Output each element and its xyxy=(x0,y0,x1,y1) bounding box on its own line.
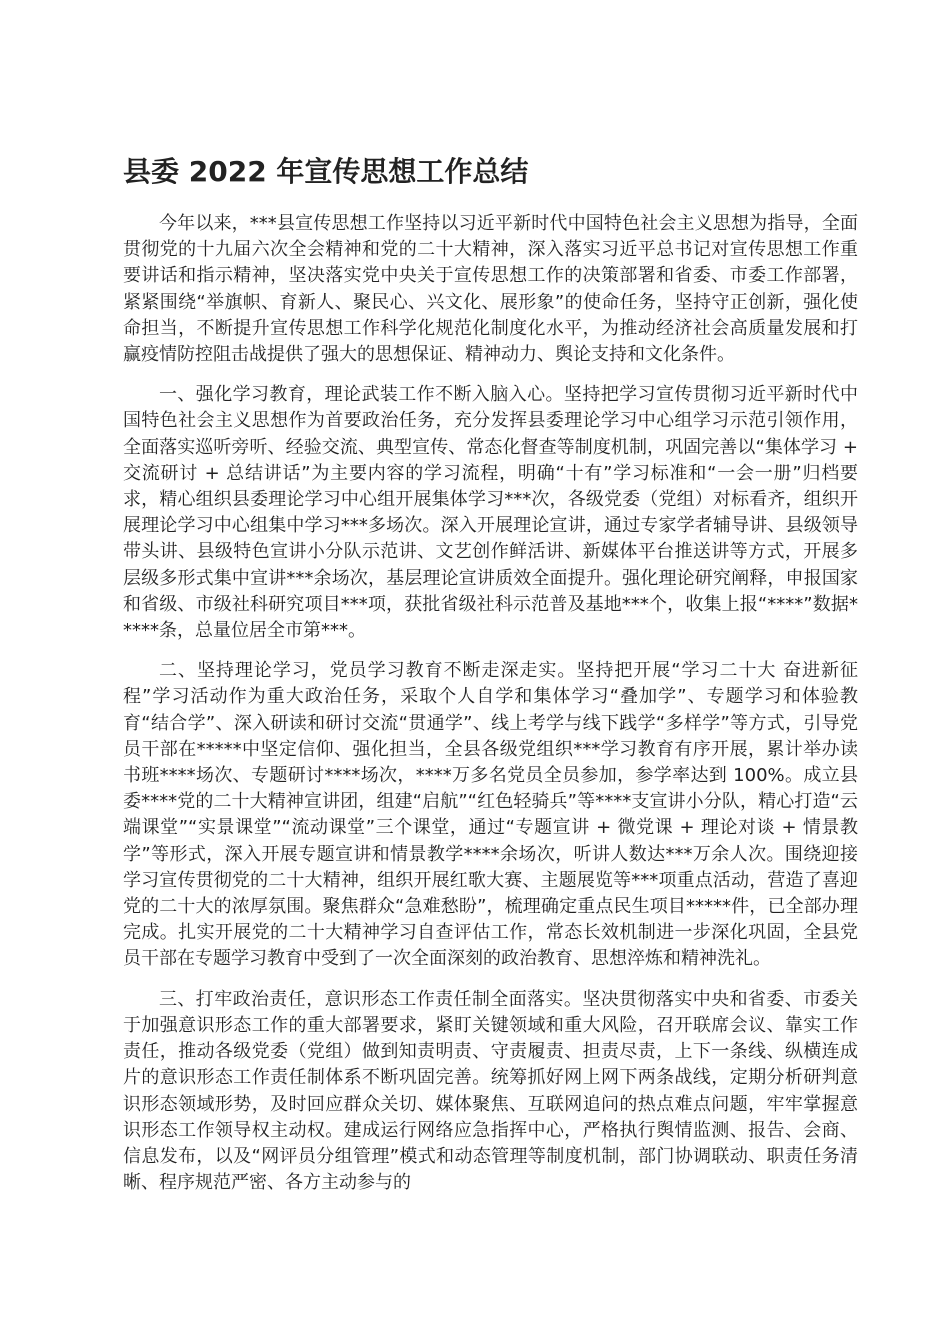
paragraph-intro: 今年以来，***县宣传思想工作坚持以习近平新时代中国特色社会主义思想为指导，全面贯彻党的十九届六次全会精神和党的二十大精神，深入落实习近平总书记对宣传思想工作重要讲话和指示精神，坚决落实党中央关于宣传思想工作的决策部署和省委、市委工作部署，紧紧围绕“举旗帜、育新人、聚民心、兴文化、展形象”的使命任务，坚持守正创新，强化使命担当，不断提升宣传思想工作科学化规范化制度化水平，为推动经济社会高质量发展和打赢疫情防控阻击战提供了强大的思想保证、精神动力、舆论支持和文化条件。 xyxy=(123,213,858,366)
paragraph-section-1: 一、强化学习教育，理论武装工作不断入脑入心。坚持把学习宣传贯彻习近平新时代中国特色社会主义思想作为首要政治任务，充分发挥县委理论学习中心组学习示范引领作用，全面落实巡听旁听、经验交流、典型宣传、常态化督查等制度机制，巩固完善以“集体学习 + 交流研讨 + 总结讲话”为主要内容的学习流程，明确“十有”学习标准和“一会一册”归档要求，精心组织县委理论学习中心组开展集体学习***次，各级党委（党组）对标看齐，组织开展理论学习中心组集中学习***多场次。深入开展理论宣讲，通过专家学者辅导讲、县级领导带头讲、县级特色宣讲小分队示范讲、文艺创作鲜活讲、新媒体平台推送讲等方式，开展多层级多形式集中宣讲***余场次，基层理论宣讲质效全面提升。强化理论研究阐释，申报国家和省级、市级社科研究项目***项，获批省级社科示范普及基地***个，收集上报“****”数据*****条，总量位居全市第***。 xyxy=(123,384,858,642)
paragraph-section-3: 三、打牢政治责任，意识形态工作责任制全面落实。坚决贯彻落实中央和省委、市委关于加强意识形态工作的重大部署要求，紧盯关键领域和重大风险，召开联席会议、靠实工作责任，推动各级党委（党组）做到知责明责、守责履责、担责尽责，上下一条线、纵横连成片的意识形态工作责任制体系不断巩固完善。统筹抓好网上网下两条战线，定期分析研判意识形态领域形势，及时回应群众关切、媒体聚焦、互联网追问的热点难点问题，牢牢掌握意识形态工作领导权主动权。建成运行网络应急指挥中心，严格执行舆情监测、报告、会商、信息发布，以及“网评员分组管理”模式和动态管理等制度机制，部门协调联动、职责任务清晰、程序规范严密、各方主动参与的 xyxy=(123,988,858,1194)
document-page xyxy=(123,150,858,1210)
document-title: 县委 2022 年宣传思想工作总结 xyxy=(123,155,529,188)
paragraph-section-2: 二、坚持理论学习，党员学习教育不断走深走实。坚持把开展“学习二十大 奋进新征程”学习活动作为重大政治任务，采取个人自学和集体学习“叠加学”、专题学习和体验教育“结合学”、深入研读和研讨交流“贯通学”、线上考学与线下践学“多样学”等方式，引导党员干部在*****中坚定信仰、强化担当，全县各级党组织***学习教育有序开展，累计举办读书班****场次、专题研讨****场次，****万多名党员全员参加，参学率达到 100%。成立县委****党的二十大精神宣讲团，组建“启航”“红色轻骑兵”等****支宣讲小分队，精心打造“云端课堂”“实景课堂”“流动课堂”三个课堂，通过“专题宣讲 + 微党课 + 理论对谈 + 情景教学”等形式，深入开展专题宣讲和情景教学****余场次，听讲人数达***万余人次。围绕迎接学习宣传贯彻党的二十大精神，组织开展红歌大赛、主题展览等***项重点活动，营造了喜迎党的二十大的浓厚氛围。聚焦群众“急难愁盼”，梳理确定重点民生项目*****件，已全部办理完成。扎实开展党的二十大精神学习自查评估工作，常态长效机制进一步深化巩固，全县党员干部在专题学习教育中受到了一次全面深刻的政治教育、思想淬炼和精神洗礼。 xyxy=(123,660,858,970)
